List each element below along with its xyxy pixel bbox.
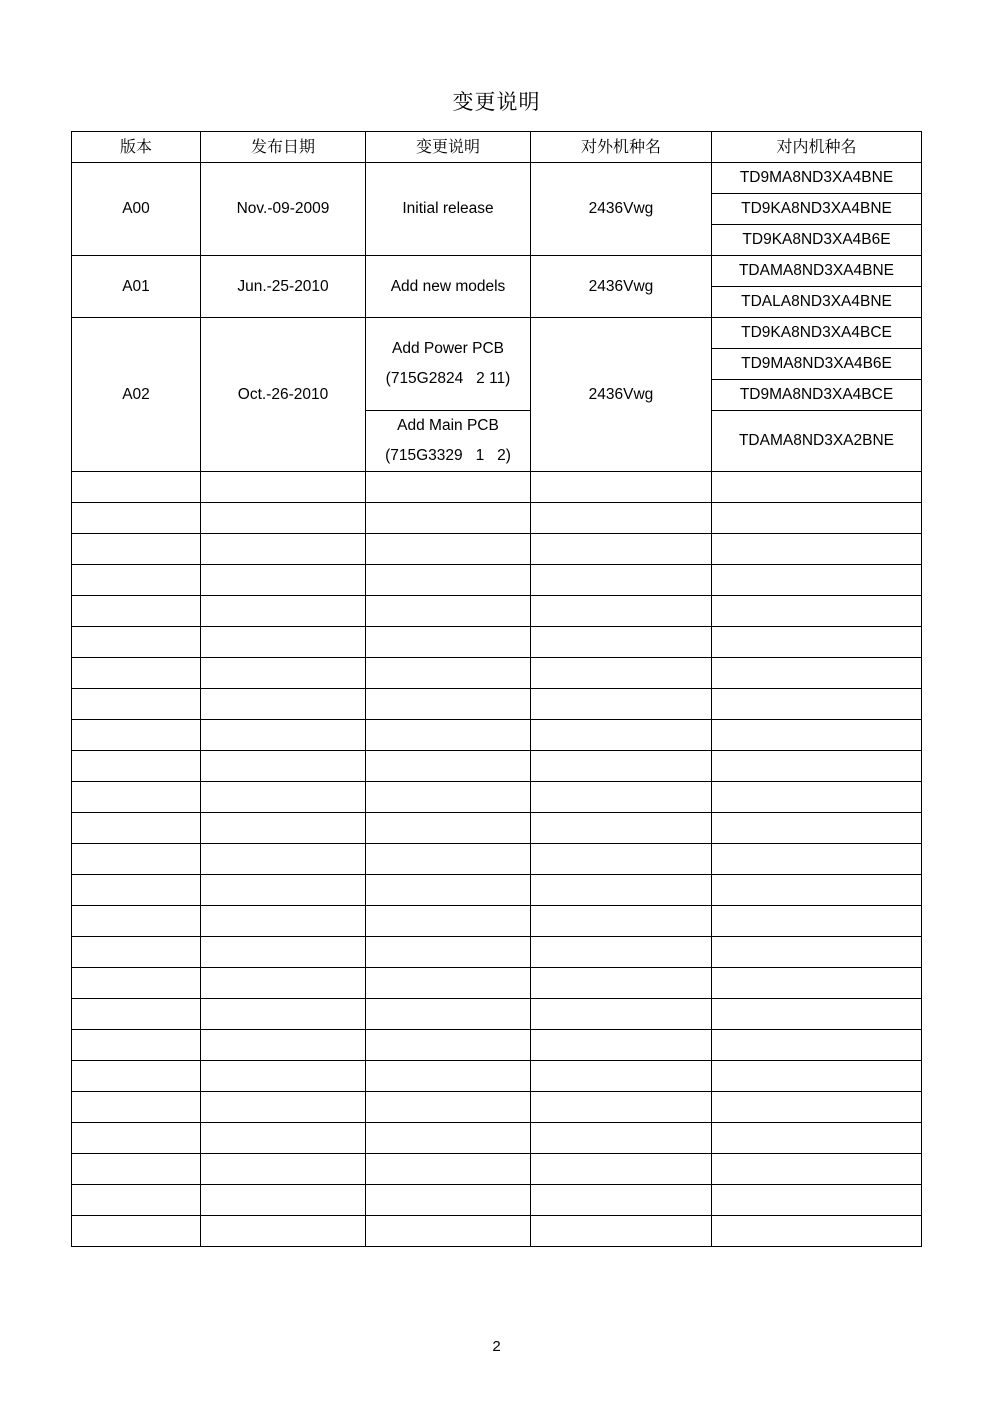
empty-cell xyxy=(712,565,922,596)
header-version: 版本 xyxy=(72,132,201,163)
empty-row xyxy=(72,782,922,813)
header-row xyxy=(72,132,922,163)
empty-cell xyxy=(531,534,712,565)
empty-row xyxy=(72,689,922,720)
empty-cell xyxy=(72,627,201,658)
empty-cell xyxy=(201,1154,366,1185)
empty-cell xyxy=(201,596,366,627)
page-title: 变更说明 xyxy=(452,90,541,114)
header-change-description: 变更说明 xyxy=(366,132,531,163)
empty-cell xyxy=(201,844,366,875)
empty-cell xyxy=(201,503,366,534)
empty-cell xyxy=(72,720,201,751)
empty-cell xyxy=(712,782,922,813)
empty-cell xyxy=(531,1216,712,1247)
empty-cell xyxy=(201,751,366,782)
internal-model-cell: TD9KA8ND3XA4BCE xyxy=(712,318,922,349)
empty-cell xyxy=(201,875,366,906)
empty-cell xyxy=(201,968,366,999)
empty-row xyxy=(72,472,922,503)
external-model-cell: 2436Vwg xyxy=(531,256,712,318)
empty-row xyxy=(72,937,922,968)
empty-cell xyxy=(712,875,922,906)
empty-cell xyxy=(366,813,531,844)
empty-cell xyxy=(366,782,531,813)
empty-cell xyxy=(712,1030,922,1061)
empty-cell xyxy=(366,875,531,906)
empty-cell xyxy=(72,751,201,782)
table-row xyxy=(72,163,922,194)
empty-cell xyxy=(531,937,712,968)
version-cell: A02 xyxy=(72,318,201,472)
empty-cell xyxy=(531,906,712,937)
empty-cell xyxy=(531,627,712,658)
empty-cell xyxy=(72,875,201,906)
empty-cell xyxy=(366,1123,531,1154)
empty-row xyxy=(72,565,922,596)
empty-cell xyxy=(712,1092,922,1123)
empty-cell xyxy=(72,906,201,937)
empty-cell xyxy=(531,503,712,534)
empty-row xyxy=(72,813,922,844)
empty-cell xyxy=(201,813,366,844)
empty-row xyxy=(72,1092,922,1123)
empty-cell xyxy=(531,844,712,875)
external-model-cell: 2436Vwg xyxy=(531,318,712,472)
empty-row xyxy=(72,751,922,782)
empty-cell xyxy=(72,968,201,999)
empty-cell xyxy=(72,689,201,720)
empty-cell xyxy=(712,1154,922,1185)
empty-cell xyxy=(366,689,531,720)
date-cell: Jun.-25-2010 xyxy=(201,256,366,318)
description-line: Add Main PCB xyxy=(397,417,499,434)
table-row xyxy=(72,256,922,287)
empty-cell xyxy=(712,534,922,565)
empty-cell xyxy=(366,472,531,503)
page-number: 2 xyxy=(492,1338,501,1355)
header-release-date: 发布日期 xyxy=(201,132,366,163)
empty-cell xyxy=(72,1030,201,1061)
date-cell: Oct.-26-2010 xyxy=(201,318,366,472)
empty-cell xyxy=(72,1092,201,1123)
empty-row xyxy=(72,1154,922,1185)
empty-cell xyxy=(712,813,922,844)
empty-cell xyxy=(72,1216,201,1247)
empty-cell xyxy=(201,1061,366,1092)
empty-row xyxy=(72,1185,922,1216)
internal-model-cell: TD9KA8ND3XA4BNE xyxy=(712,194,922,225)
empty-cell xyxy=(366,658,531,689)
empty-cell xyxy=(72,534,201,565)
empty-row xyxy=(72,1061,922,1092)
empty-row xyxy=(72,720,922,751)
empty-cell xyxy=(366,720,531,751)
empty-cell xyxy=(366,627,531,658)
empty-cell xyxy=(72,782,201,813)
date-cell: Nov.-09-2009 xyxy=(201,163,366,256)
empty-cell xyxy=(531,720,712,751)
empty-cell xyxy=(366,1154,531,1185)
table-row xyxy=(72,318,922,349)
empty-cell xyxy=(366,1216,531,1247)
empty-cell xyxy=(201,534,366,565)
empty-cell xyxy=(712,999,922,1030)
empty-cell xyxy=(712,658,922,689)
empty-cell xyxy=(531,875,712,906)
version-cell: A00 xyxy=(72,163,201,256)
empty-cell xyxy=(712,503,922,534)
empty-cell xyxy=(201,1216,366,1247)
empty-row xyxy=(72,1030,922,1061)
empty-cell xyxy=(72,472,201,503)
empty-cell xyxy=(531,813,712,844)
header-internal-model: 对内机种名 xyxy=(712,132,922,163)
description-cell: Add new models xyxy=(366,256,531,318)
empty-row xyxy=(72,596,922,627)
empty-cell xyxy=(201,1123,366,1154)
empty-cell xyxy=(72,999,201,1030)
empty-cell xyxy=(712,627,922,658)
empty-cell xyxy=(531,999,712,1030)
empty-cell xyxy=(531,472,712,503)
empty-cell xyxy=(531,596,712,627)
description-line: Add Power PCB xyxy=(392,340,504,357)
empty-cell xyxy=(712,968,922,999)
empty-cell xyxy=(366,1030,531,1061)
empty-row xyxy=(72,627,922,658)
empty-cell xyxy=(712,1061,922,1092)
empty-row xyxy=(72,875,922,906)
empty-cell xyxy=(712,472,922,503)
empty-cell xyxy=(366,1061,531,1092)
empty-cell xyxy=(366,968,531,999)
empty-cell xyxy=(531,1030,712,1061)
empty-row xyxy=(72,503,922,534)
description-cell: Initial release xyxy=(366,163,531,256)
empty-cell xyxy=(712,906,922,937)
empty-cell xyxy=(201,906,366,937)
empty-cell xyxy=(201,658,366,689)
empty-cell xyxy=(531,1185,712,1216)
empty-cell xyxy=(201,1185,366,1216)
header-external-model: 对外机种名 xyxy=(531,132,712,163)
empty-cell xyxy=(201,472,366,503)
empty-cell xyxy=(72,1061,201,1092)
empty-cell xyxy=(531,689,712,720)
empty-cell xyxy=(712,1123,922,1154)
empty-row xyxy=(72,999,922,1030)
empty-cell xyxy=(366,534,531,565)
empty-cell xyxy=(201,565,366,596)
empty-row xyxy=(72,1123,922,1154)
description-cell xyxy=(366,318,531,411)
description-line: (715G2824 2 11) xyxy=(385,370,511,387)
empty-row xyxy=(72,968,922,999)
empty-row xyxy=(72,658,922,689)
external-model-cell: 2436Vwg xyxy=(531,163,712,256)
internal-model-cell: TDAMA8ND3XA4BNE xyxy=(712,256,922,287)
empty-cell xyxy=(201,782,366,813)
empty-cell xyxy=(531,751,712,782)
empty-cell xyxy=(531,565,712,596)
empty-cell xyxy=(366,1092,531,1123)
empty-cell xyxy=(72,844,201,875)
empty-cell xyxy=(531,1061,712,1092)
empty-cell xyxy=(531,1092,712,1123)
empty-cell xyxy=(366,503,531,534)
empty-cell xyxy=(531,968,712,999)
empty-cell xyxy=(201,627,366,658)
empty-cell xyxy=(712,720,922,751)
empty-cell xyxy=(72,503,201,534)
empty-cell xyxy=(712,937,922,968)
empty-cell xyxy=(366,844,531,875)
empty-cell xyxy=(366,596,531,627)
empty-cell xyxy=(366,565,531,596)
empty-cell xyxy=(72,658,201,689)
description-cell xyxy=(366,411,531,472)
empty-cell xyxy=(531,1123,712,1154)
empty-cell xyxy=(712,844,922,875)
empty-cell xyxy=(531,1154,712,1185)
empty-cell xyxy=(366,751,531,782)
empty-row xyxy=(72,1216,922,1247)
empty-cell xyxy=(712,1185,922,1216)
empty-cell xyxy=(712,689,922,720)
empty-cell xyxy=(201,937,366,968)
internal-model-cell: TD9MA8ND3XA4B6E xyxy=(712,349,922,380)
empty-cell xyxy=(531,658,712,689)
empty-cell xyxy=(366,1185,531,1216)
internal-model-cell: TDAMA8ND3XA2BNE xyxy=(712,411,922,472)
empty-cell xyxy=(201,1030,366,1061)
empty-cell xyxy=(201,1092,366,1123)
empty-cell xyxy=(531,782,712,813)
empty-cell xyxy=(712,1216,922,1247)
empty-cell xyxy=(72,937,201,968)
empty-cell xyxy=(72,1154,201,1185)
empty-cell xyxy=(72,596,201,627)
internal-model-cell: TD9MA8ND3XA4BNE xyxy=(712,163,922,194)
empty-cell xyxy=(712,751,922,782)
empty-row xyxy=(72,534,922,565)
description-line: (715G3329 1 2) xyxy=(385,447,511,464)
empty-cell xyxy=(72,565,201,596)
empty-row xyxy=(72,844,922,875)
change-log-table xyxy=(71,131,922,1247)
empty-cell xyxy=(201,720,366,751)
empty-cell xyxy=(366,906,531,937)
internal-model-cell: TD9KA8ND3XA4B6E xyxy=(712,225,922,256)
empty-cell xyxy=(366,937,531,968)
empty-cell xyxy=(72,1123,201,1154)
empty-cell xyxy=(72,1185,201,1216)
empty-cell xyxy=(201,689,366,720)
empty-cell xyxy=(72,813,201,844)
internal-model-cell: TD9MA8ND3XA4BCE xyxy=(712,380,922,411)
empty-cell xyxy=(366,999,531,1030)
empty-row xyxy=(72,906,922,937)
internal-model-cell: TDALA8ND3XA4BNE xyxy=(712,287,922,318)
empty-cell xyxy=(201,999,366,1030)
version-cell: A01 xyxy=(72,256,201,318)
empty-cell xyxy=(712,596,922,627)
